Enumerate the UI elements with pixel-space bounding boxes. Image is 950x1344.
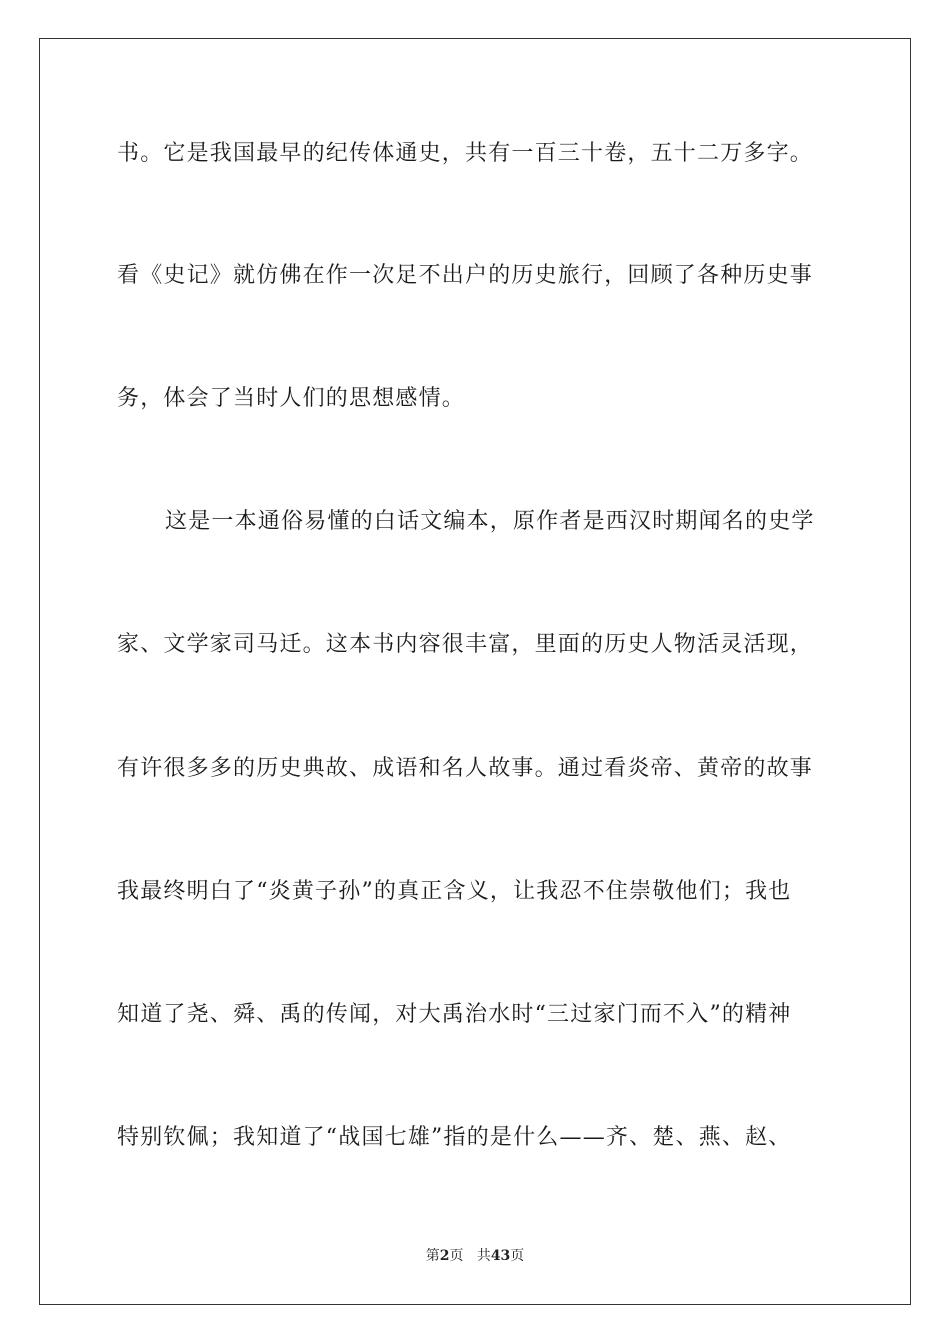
page-footer: [0, 1247, 950, 1265]
footer-page-prefix: 第: [425, 1248, 440, 1264]
text-line-5: 家、文学家司马迁。这本书内容很丰富，里面的历史人物活灵活现，: [117, 632, 814, 657]
footer-page-suffix: 页: [449, 1248, 464, 1264]
text-line-2: 看《史记》就仿佛在作一次足不出户的历史旅行，回顾了各种历史事: [117, 263, 814, 288]
text-line-4-paragraph-start: 这是一本通俗易懂的白话文编本，原作者是西汉时期闻名的史学: [165, 509, 815, 534]
text-line-3: 务，体会了当时人们的思想感情。: [117, 386, 466, 411]
footer-page-number: 2: [439, 1248, 450, 1264]
footer-total-prefix: 共: [476, 1248, 491, 1264]
text-line-8: 知道了尧、舜、禹的传闻，对大禹治水时“三过家门而不入”的精神: [117, 1002, 792, 1027]
text-line-9: 特别钦佩；我知道了“战国七雄”指的是什么——齐、楚、燕、赵、: [117, 1125, 792, 1150]
text-line-1: 书。它是我国最早的纪传体通史，共有一百三十卷，五十二万多字。: [117, 141, 814, 166]
page-border: [39, 38, 911, 1305]
text-line-6: 有许很多多的历史典故、成语和名人故事。通过看炎帝、黄帝的故事: [117, 756, 814, 781]
footer-total-suffix: 页: [510, 1248, 525, 1264]
footer-total-pages: 43: [490, 1248, 511, 1264]
text-line-7: 我最终明白了“炎黄子孙”的真正含义，让我忍不住崇敬他们；我也: [117, 879, 792, 904]
